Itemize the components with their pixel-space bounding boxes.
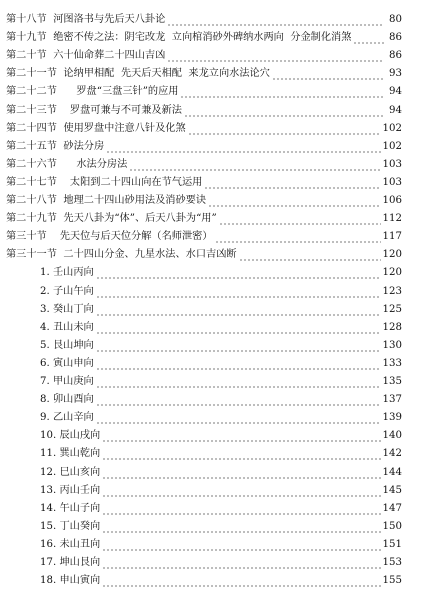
page-number: 137: [382, 394, 402, 406]
page-number: 117: [382, 231, 402, 243]
dot-leader: [219, 222, 381, 227]
toc-section-entry: [6, 103, 402, 119]
entry-title: 第二十一节 论纳甲相配 先天后天相配 来龙立向水法论穴: [6, 68, 270, 80]
toc-subentry: [40, 320, 402, 336]
entry-title: 第二十九节 先天八卦为“体”、后天八卦为“用”: [6, 213, 217, 225]
entry-title: 第二十四节 使用罗盘中注意八针及化煞: [6, 122, 186, 134]
page-number: 94: [389, 86, 402, 98]
entry-title: 第二十六节 水法分房法: [6, 158, 128, 170]
page-number: 86: [389, 32, 402, 44]
toc-subentry: [40, 338, 402, 354]
page-number: 145: [382, 484, 402, 496]
entry-title: 第二十五节 砂法分房: [6, 140, 105, 152]
dot-leader: [96, 313, 381, 318]
dot-leader: [102, 439, 380, 444]
entry-title: 1. 壬山丙向: [40, 267, 94, 279]
entry-title: 第二十三节 罗盘可兼与不可兼及新法: [6, 104, 182, 116]
dot-leader: [96, 403, 381, 408]
page-number: 106: [382, 195, 402, 206]
page-number: 112: [382, 213, 402, 225]
entry-title: 10. 辰山戌向: [40, 430, 101, 442]
dot-leader: [96, 349, 381, 354]
entry-title: 第二十二节 罗盘“三盘三针”的应用: [6, 86, 179, 98]
page-number: 128: [382, 321, 402, 333]
toc-subentry: [40, 555, 402, 571]
toc-subentry: [40, 410, 402, 426]
entry-title: 第十九节 绝密不传之法：阴宅改龙 立向棺消砂外碑纳水两向 分金制化消煞: [6, 32, 352, 44]
toc-subentry: [40, 483, 402, 499]
entry-title: 14. 午山子向: [40, 502, 101, 514]
dot-leader: [215, 240, 381, 245]
dot-leader: [102, 494, 380, 499]
entry-title: 17. 坤山艮向: [40, 557, 101, 568]
entry-title: 第二十七节 太阳到二十四山向在节气运用: [6, 176, 203, 188]
toc-section-entry: [6, 139, 402, 155]
toc-section-entry: [6, 211, 402, 227]
toc-section-entry: [6, 193, 402, 209]
toc-subentry: [40, 302, 402, 318]
page-number: 103: [382, 176, 402, 188]
page-number: 123: [382, 285, 402, 297]
toc-section-entry: [6, 157, 402, 173]
dot-leader: [102, 476, 380, 481]
page-number: 130: [382, 339, 402, 351]
page-number: 102: [382, 122, 402, 134]
entry-title: 2. 子山午向: [40, 285, 94, 297]
dot-leader: [184, 114, 384, 119]
toc-subentry: [40, 265, 402, 281]
toc-subentry: [40, 519, 402, 535]
page-number: 93: [389, 68, 402, 80]
dot-leader: [96, 331, 381, 336]
entry-title: 7. 甲山庚向: [40, 376, 94, 387]
dot-leader: [102, 457, 380, 462]
page-number: 144: [382, 466, 402, 478]
entry-title: 第二十八节 地理二十四山砂用法及消砂要诀: [6, 195, 207, 206]
dot-leader: [96, 295, 381, 300]
page-number: 139: [382, 412, 402, 424]
entry-title: 6. 寅山申向: [40, 357, 94, 369]
dot-leader: [208, 204, 381, 209]
toc-section-entry: [6, 247, 402, 263]
page-number: 120: [382, 249, 402, 261]
entry-title: 5. 艮山坤向: [40, 339, 94, 351]
page-number: 86: [389, 50, 402, 62]
page-number: 120: [382, 267, 402, 279]
entry-title: 8. 卯山酉向: [40, 394, 94, 406]
page-number: 94: [389, 104, 402, 116]
entry-title: 16. 未山丑向: [40, 538, 101, 550]
dot-leader: [96, 367, 381, 372]
dot-leader: [167, 23, 384, 28]
page-number: 80: [389, 14, 402, 25]
dot-leader: [106, 150, 380, 155]
dot-leader: [102, 584, 380, 589]
toc-subentry: [40, 501, 402, 517]
toc-section-entry: [6, 84, 402, 100]
toc-section-entry: [6, 229, 402, 245]
entry-title: 12. 巳山亥向: [40, 466, 101, 478]
dot-leader: [239, 258, 381, 263]
toc-subentry: [40, 537, 402, 553]
dot-leader: [102, 512, 380, 517]
entry-title: 3. 癸山丁向: [40, 303, 94, 315]
toc-subentry: [40, 356, 402, 372]
page-number: 102: [382, 140, 402, 152]
toc-subentry: [40, 392, 402, 408]
toc-subentry: [40, 573, 402, 589]
page-number: 147: [382, 502, 402, 514]
dot-leader: [102, 566, 380, 571]
toc-subentry: [40, 446, 402, 462]
page-number: 140: [382, 430, 402, 442]
dot-leader: [167, 59, 384, 64]
page-number: 150: [382, 520, 402, 532]
dot-leader: [96, 276, 381, 281]
toc-section-entry: [6, 66, 402, 82]
dot-leader: [204, 186, 380, 191]
toc-subentry: [40, 465, 402, 481]
page-number: 155: [382, 575, 402, 587]
toc-subentry: [40, 284, 402, 300]
entry-title: 第二十节 六十仙命葬二十四山吉凶: [6, 50, 166, 62]
dot-leader: [188, 132, 381, 137]
dot-leader: [96, 421, 381, 426]
toc-subentry: [40, 374, 402, 390]
entry-title: 第三十节 先天位与后天位分解（名师泄密）: [6, 231, 213, 243]
dot-leader: [102, 530, 380, 535]
page-number: 135: [382, 376, 402, 387]
entry-title: 第十八节 河图洛书与先后天八卦论: [6, 14, 166, 25]
page-number: 153: [382, 557, 402, 568]
toc-subentry: [40, 428, 402, 444]
page-number: 125: [382, 303, 402, 315]
entry-title: 11. 巽山乾向: [40, 448, 101, 460]
toc-section-entry: [6, 30, 402, 46]
page-number: 103: [382, 158, 402, 170]
toc-section-entry: [6, 48, 402, 64]
entry-title: 4. 丑山未向: [40, 321, 94, 333]
toc-section-entry: [6, 175, 402, 191]
entry-title: 第三十一节 二十四山分金、九星水法、水口吉凶断: [6, 249, 237, 261]
dot-leader: [129, 168, 380, 173]
page-number: 151: [382, 538, 402, 550]
page-number: 133: [382, 357, 402, 369]
entry-title: 13. 丙山壬向: [40, 484, 101, 496]
toc-section-entry: [6, 121, 402, 137]
dot-leader: [96, 385, 381, 390]
dot-leader: [272, 77, 384, 82]
dot-leader: [180, 95, 384, 100]
dot-leader: [102, 548, 380, 553]
entry-title: 15. 丁山癸向: [40, 520, 101, 532]
entry-title: 18. 申山寅向: [40, 575, 101, 587]
toc-section-entry: [6, 12, 402, 28]
dot-leader: [353, 41, 384, 46]
page-number: 142: [382, 448, 402, 460]
entry-title: 9. 乙山辛向: [40, 412, 94, 424]
